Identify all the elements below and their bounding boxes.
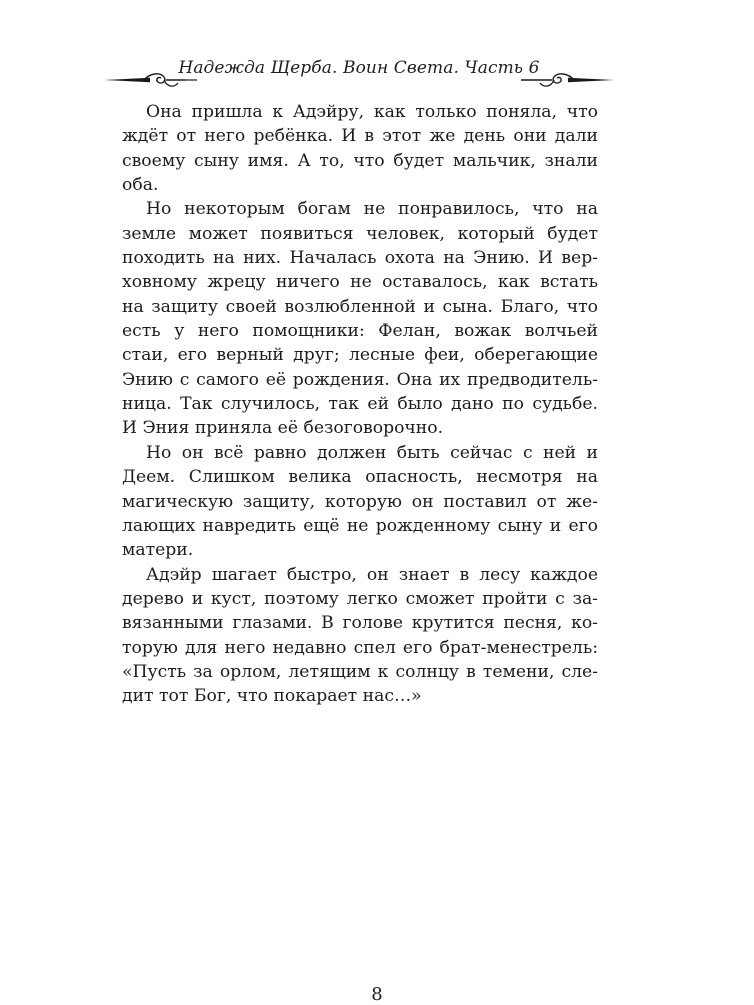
text-line: дерево и куст, поэтому легко сможет пройти с за- (122, 588, 598, 609)
running-header (104, 52, 614, 96)
text-line: ждёт от него ребёнка. И в этот же день они дали (122, 126, 598, 147)
text-line: Она пришла к Адэйру, как только поняла, что (146, 102, 598, 122)
text-line: вязанными глазами. В голове крутится песня, ко- (122, 613, 598, 634)
text-line: своему сыну имя. А то, что будет мальчик, знали (122, 150, 598, 171)
paragraph-4 (122, 563, 598, 709)
text-line: Но он всё равно должен быть сейчас с ней и (146, 442, 598, 463)
page-number: 8 (371, 984, 383, 1005)
text-line: походить на них. Началась охота на Энию. И вер- (122, 248, 598, 269)
text-line: земле может появиться человек, который будет (122, 223, 598, 244)
text-line: оба. (122, 175, 159, 196)
text-line: И Эния приняла её безоговорочно. (122, 418, 444, 439)
text-line: матери. (122, 540, 194, 561)
body-text (122, 100, 598, 709)
paragraph-2 (122, 197, 598, 440)
text-line: ница. Так случилось, так ей было дано по судьбе. (122, 394, 598, 415)
text-line: на защиту своей возлюбленной и сына. Благо, что (122, 296, 598, 317)
text-line: лающих навредить ещё не рожденному сыну и его (122, 515, 598, 536)
text-line: есть у него помощники: Фелан, вожак волчьей (122, 321, 598, 342)
text-line: стаи, его верный друг; лесные феи, оберегающие (122, 345, 598, 366)
running-title: Надежда Щерба. Воин Света. Часть 6 (178, 58, 540, 78)
paragraph-1 (122, 100, 598, 197)
text-line: магическую защиту, которую он поставил от же- (122, 491, 598, 512)
text-line: Адэйр шагает быстро, он знает в лесу каждое (146, 564, 598, 585)
text-line: Но некоторым богам не понравилось, что на (146, 199, 598, 220)
paragraph-3 (122, 441, 598, 563)
text-line: «Пусть за орлом, летящим к солнцу в темени, сле- (122, 661, 598, 682)
text-line: Деем. Слишком велика опасность, несмотря на (122, 467, 598, 488)
text-line: торую для него недавно спел его брат-менестрель: (122, 637, 598, 658)
text-line: дит тот Бог, что покарает нас…» (122, 686, 422, 707)
text-line: Энию с самого её рождения. Она их предводитель- (122, 369, 598, 390)
text-line: ховному жрецу ничего не оставалось, как встать (122, 272, 598, 293)
